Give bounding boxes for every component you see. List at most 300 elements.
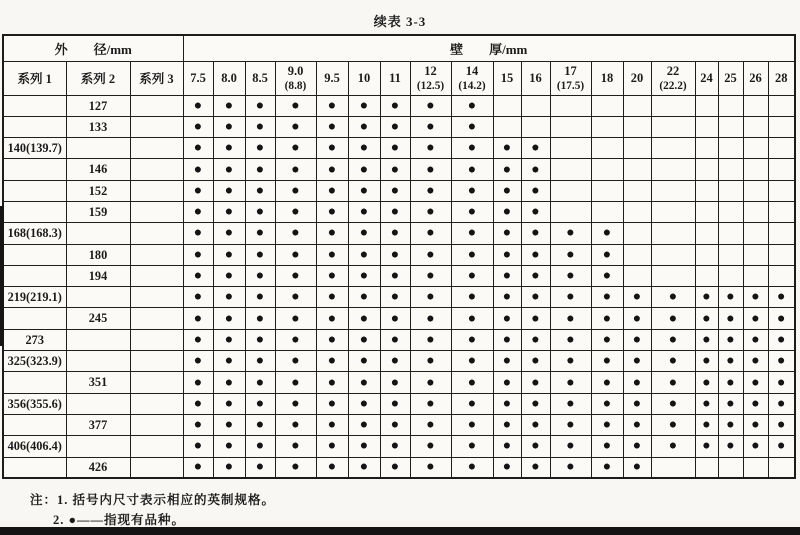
dot-cell [348, 180, 380, 201]
series3-cell [130, 201, 183, 222]
dot-cell [651, 95, 695, 116]
dot-icon: ● [390, 311, 400, 327]
dot-icon: ● [632, 332, 642, 348]
dot-cell [743, 116, 768, 137]
dot-cell [521, 372, 550, 393]
dot-icon: ● [502, 268, 512, 284]
dot-icon: ● [531, 204, 540, 220]
series2-cell [66, 138, 130, 159]
dot-icon: ● [390, 396, 400, 412]
thickness-value: 9.0 [287, 64, 304, 78]
series1-cell [3, 308, 66, 329]
dot-cell [183, 308, 213, 329]
dot-cell [591, 393, 623, 414]
table-row [3, 223, 795, 244]
dot-cell [695, 244, 718, 265]
thickness-col-header [651, 61, 695, 95]
dot-icon: ● [502, 289, 512, 305]
thickness-col-header [348, 61, 380, 95]
dot-cell [521, 223, 550, 244]
dot-cell [768, 244, 795, 265]
series1-cell: 140(139.7) [3, 138, 66, 159]
dot-cell [591, 201, 623, 222]
scan-artifact-mark [0, 206, 4, 346]
dot-icon: ● [224, 396, 234, 412]
dot-cell [521, 436, 550, 457]
series2-cell: 159 [66, 201, 130, 222]
dot-icon: ● [327, 459, 337, 475]
dot-icon: ● [390, 204, 400, 220]
dot-cell [695, 201, 718, 222]
dot-icon: ● [193, 459, 203, 475]
dot-cell [213, 159, 245, 180]
dot-cell [768, 414, 795, 435]
dot-icon: ● [193, 162, 203, 178]
dot-icon: ● [224, 268, 234, 284]
dot-cell [550, 329, 591, 350]
dot-cell [316, 159, 348, 180]
dot-icon: ● [531, 162, 540, 178]
dot-icon: ● [327, 353, 337, 369]
dot-icon: ● [502, 396, 512, 412]
dot-icon: ● [777, 289, 786, 305]
dot-icon: ● [668, 375, 678, 390]
dot-cell [768, 201, 795, 222]
series2-cell [66, 351, 130, 372]
dot-cell [451, 308, 493, 329]
table-row [3, 138, 795, 159]
dot-cell [623, 436, 651, 457]
dot-cell [521, 265, 550, 286]
dot-cell [493, 457, 521, 478]
dot-cell [275, 308, 316, 329]
series1-cell [3, 372, 66, 393]
dot-cell [410, 329, 451, 350]
thickness-value: 7.5 [190, 70, 206, 85]
dot-cell [743, 393, 768, 414]
thickness-value: 11 [389, 70, 401, 85]
dot-cell [651, 457, 695, 478]
dot-cell [768, 180, 795, 201]
series3-cell [130, 351, 183, 372]
dot-cell [410, 223, 451, 244]
dot-cell [245, 393, 275, 414]
dot-icon: ● [224, 162, 234, 178]
dot-cell [275, 457, 316, 478]
dot-cell [768, 116, 795, 137]
series3-cell [130, 265, 183, 286]
dot-cell [651, 308, 695, 329]
dot-cell [380, 180, 410, 201]
dot-cell [651, 265, 695, 286]
series2-cell [66, 223, 130, 244]
dot-cell [591, 223, 623, 244]
dot-icon: ● [224, 353, 234, 369]
dot-icon: ● [327, 225, 337, 241]
dot-cell [651, 351, 695, 372]
dot-icon: ● [702, 311, 711, 327]
dot-icon: ● [531, 332, 540, 348]
series3-cell [130, 95, 183, 116]
dot-cell [493, 287, 521, 308]
thickness-value: 15 [500, 70, 514, 85]
series1-cell [3, 159, 66, 180]
dot-icon: ● [467, 140, 477, 156]
dot-icon: ● [426, 204, 435, 220]
dot-cell [245, 265, 275, 286]
dot-icon: ● [502, 332, 512, 348]
dot-icon: ● [566, 311, 575, 327]
dot-cell [521, 308, 550, 329]
dot-icon: ● [467, 225, 477, 241]
dot-cell [316, 95, 348, 116]
dot-cell [493, 180, 521, 201]
dot-icon: ● [531, 225, 540, 241]
dot-icon: ● [668, 396, 678, 412]
dot-cell [316, 436, 348, 457]
dot-cell [695, 287, 718, 308]
dot-cell [695, 138, 718, 159]
table-row [3, 159, 795, 180]
dot-cell [718, 287, 743, 308]
dot-cell [651, 436, 695, 457]
dot-icon: ● [426, 311, 435, 327]
dot-cell [316, 223, 348, 244]
dot-icon: ● [255, 289, 265, 305]
dot-cell [380, 351, 410, 372]
dot-cell [695, 372, 718, 393]
dot-icon: ● [255, 225, 265, 241]
dot-cell [275, 414, 316, 435]
dot-cell [410, 287, 451, 308]
dot-cell [316, 244, 348, 265]
dot-icon: ● [359, 204, 369, 220]
dot-cell [245, 159, 275, 180]
table-row [3, 201, 795, 222]
dot-icon: ● [751, 353, 760, 369]
series3-cell [130, 457, 183, 478]
dot-cell [743, 372, 768, 393]
series2-cell: 180 [66, 244, 130, 265]
dot-icon: ● [327, 417, 337, 433]
thickness-col-header [183, 61, 213, 95]
thickness-value: 28 [775, 70, 788, 85]
dot-icon: ● [426, 162, 435, 178]
dot-cell [275, 159, 316, 180]
dot-icon: ● [502, 375, 512, 390]
dot-icon: ● [702, 438, 711, 454]
dot-icon: ● [390, 98, 400, 114]
dot-icon: ● [467, 332, 477, 348]
dot-cell [316, 265, 348, 286]
dot-cell [768, 329, 795, 350]
dot-icon: ● [502, 247, 512, 263]
dot-cell [316, 329, 348, 350]
dot-cell [245, 244, 275, 265]
dot-icon: ● [359, 98, 369, 114]
dot-cell [245, 95, 275, 116]
dot-cell [623, 244, 651, 265]
dot-cell [768, 457, 795, 478]
dot-icon: ● [291, 247, 300, 263]
dot-cell [550, 414, 591, 435]
thickness-col-header [591, 61, 623, 95]
dot-cell [591, 138, 623, 159]
dot-cell [451, 116, 493, 137]
dot-cell [451, 372, 493, 393]
dot-icon: ● [777, 396, 786, 412]
dot-icon: ● [777, 353, 786, 369]
dot-icon: ● [327, 289, 337, 305]
dot-icon: ● [291, 396, 300, 412]
dot-icon: ● [193, 332, 203, 348]
dot-icon: ● [632, 289, 642, 305]
series1-cell: 356(355.6) [3, 393, 66, 414]
dot-cell [493, 95, 521, 116]
dot-cell [380, 116, 410, 137]
dot-cell [213, 414, 245, 435]
dot-cell [275, 287, 316, 308]
dot-cell [591, 95, 623, 116]
dot-icon: ● [467, 311, 477, 327]
dot-icon: ● [566, 375, 575, 390]
dot-icon: ● [426, 438, 435, 454]
dot-icon: ● [751, 311, 760, 327]
dot-icon: ● [668, 417, 678, 433]
dot-cell [550, 138, 591, 159]
thickness-value: 18 [600, 70, 614, 85]
dot-icon: ● [668, 332, 678, 348]
dot-cell [651, 116, 695, 137]
table-row [3, 95, 795, 116]
dot-cell [768, 351, 795, 372]
series3-cell [130, 372, 183, 393]
table-row [3, 372, 795, 393]
dot-cell [316, 414, 348, 435]
dot-cell [768, 287, 795, 308]
dot-cell [316, 287, 348, 308]
dot-cell [348, 436, 380, 457]
dot-icon: ● [224, 311, 234, 327]
dot-cell [623, 457, 651, 478]
dot-icon: ● [359, 140, 369, 156]
dot-cell [348, 244, 380, 265]
series1-cell [3, 95, 66, 116]
series1-cell: 325(323.9) [3, 351, 66, 372]
dot-cell [451, 457, 493, 478]
dot-cell [493, 116, 521, 137]
dot-icon: ● [502, 311, 512, 327]
dot-icon: ● [702, 289, 711, 305]
dot-icon: ● [632, 438, 642, 454]
dot-cell [743, 265, 768, 286]
table-row [3, 308, 795, 329]
dot-cell [521, 329, 550, 350]
dot-icon: ● [327, 332, 337, 348]
dot-cell [348, 95, 380, 116]
dot-icon: ● [390, 459, 400, 475]
series2-cell: 133 [66, 116, 130, 137]
dot-cell [348, 287, 380, 308]
dot-icon: ● [668, 311, 678, 327]
dot-icon: ● [291, 375, 300, 390]
dot-icon: ● [566, 417, 575, 433]
dot-icon: ● [531, 417, 540, 433]
dot-icon: ● [602, 417, 612, 433]
dot-icon: ● [726, 396, 735, 412]
dot-icon: ● [291, 183, 300, 199]
series3-cell [130, 329, 183, 350]
dot-icon: ● [602, 247, 612, 263]
dot-cell [275, 201, 316, 222]
dot-cell [451, 287, 493, 308]
dot-icon: ● [602, 289, 612, 305]
thickness-col-header [743, 61, 768, 95]
dot-icon: ● [224, 289, 234, 305]
series3-cell [130, 159, 183, 180]
dot-cell [695, 393, 718, 414]
dot-icon: ● [751, 396, 760, 412]
dot-cell [316, 138, 348, 159]
dot-cell [348, 351, 380, 372]
dot-cell [743, 351, 768, 372]
dot-cell [213, 244, 245, 265]
dot-icon: ● [632, 375, 642, 390]
dot-icon: ● [193, 353, 203, 369]
dot-cell [380, 265, 410, 286]
dot-cell [213, 116, 245, 137]
dot-icon: ● [467, 183, 477, 199]
dot-cell [410, 159, 451, 180]
dot-icon: ● [566, 332, 575, 348]
dot-cell [493, 393, 521, 414]
dot-icon: ● [777, 438, 786, 454]
thickness-col-header [380, 61, 410, 95]
dot-icon: ● [467, 162, 477, 178]
dot-icon: ● [531, 438, 540, 454]
thickness-value: 26 [749, 70, 762, 85]
dot-icon: ● [426, 183, 435, 199]
series3-cell [130, 180, 183, 201]
dot-icon: ● [327, 375, 337, 390]
dot-cell [623, 223, 651, 244]
dot-icon: ● [327, 247, 337, 263]
dot-cell [623, 116, 651, 137]
thickness-value: 10 [357, 70, 371, 85]
dot-cell [245, 436, 275, 457]
dot-cell [245, 457, 275, 478]
series1-cell: 219(219.1) [3, 287, 66, 308]
dot-cell [768, 436, 795, 457]
dot-cell [695, 457, 718, 478]
dot-cell [275, 223, 316, 244]
dot-cell [768, 372, 795, 393]
dot-icon: ● [777, 332, 786, 348]
dot-cell [718, 116, 743, 137]
dot-icon: ● [390, 438, 400, 454]
dot-icon: ● [291, 225, 300, 241]
dot-cell [451, 351, 493, 372]
dot-icon: ● [291, 268, 300, 284]
table-row [3, 287, 795, 308]
dot-icon: ● [668, 289, 678, 305]
dot-cell [348, 393, 380, 414]
series1-cell: 273 [3, 329, 66, 350]
dot-icon: ● [359, 162, 369, 178]
dot-icon: ● [467, 375, 477, 390]
series2-cell: 351 [66, 372, 130, 393]
dot-cell [768, 223, 795, 244]
dot-cell [410, 457, 451, 478]
dot-icon: ● [255, 311, 265, 327]
dot-icon: ● [467, 438, 477, 454]
dot-icon: ● [193, 183, 203, 199]
dot-cell [316, 393, 348, 414]
dot-icon: ● [426, 332, 435, 348]
dot-icon: ● [224, 459, 234, 475]
dot-icon: ● [255, 204, 265, 220]
thickness-value: 8.5 [252, 70, 268, 85]
dot-cell [768, 95, 795, 116]
thickness-inch-equivalent: (17.5) [556, 80, 585, 92]
dot-icon: ● [426, 353, 435, 369]
dot-cell [410, 372, 451, 393]
dot-icon: ● [602, 353, 612, 369]
dot-icon: ● [602, 396, 612, 412]
dot-icon: ● [566, 268, 575, 284]
dot-icon: ● [359, 417, 369, 433]
dot-icon: ● [502, 225, 512, 241]
dot-cell [183, 393, 213, 414]
dot-icon: ● [359, 247, 369, 263]
dot-cell [245, 329, 275, 350]
outer-diameter-header: 外 径/mm [3, 35, 183, 61]
dot-cell [451, 201, 493, 222]
dot-cell [743, 159, 768, 180]
dot-cell [550, 436, 591, 457]
dot-icon: ● [359, 183, 369, 199]
dot-icon: ● [632, 311, 642, 327]
dot-cell [743, 287, 768, 308]
thickness-col-header [213, 61, 245, 95]
dot-icon: ● [726, 438, 735, 454]
dot-cell [743, 95, 768, 116]
dot-icon: ● [467, 353, 477, 369]
dot-cell [451, 436, 493, 457]
series1-cell: 168(168.3) [3, 223, 66, 244]
dot-cell [245, 287, 275, 308]
series2-cell: 194 [66, 265, 130, 286]
thickness-value: 25 [724, 70, 737, 85]
dot-icon: ● [668, 353, 678, 369]
dot-cell [380, 138, 410, 159]
dot-icon: ● [502, 183, 512, 199]
dot-cell [743, 138, 768, 159]
dot-cell [493, 351, 521, 372]
dot-cell [550, 308, 591, 329]
dot-icon: ● [751, 332, 760, 348]
thickness-value: 8.0 [221, 70, 237, 85]
dot-cell [451, 329, 493, 350]
dot-cell [245, 351, 275, 372]
series1-cell [3, 244, 66, 265]
series3-cell [130, 287, 183, 308]
dot-icon: ● [702, 332, 711, 348]
dot-icon: ● [193, 311, 203, 327]
dot-cell [718, 436, 743, 457]
dot-cell [591, 159, 623, 180]
dot-cell [213, 372, 245, 393]
